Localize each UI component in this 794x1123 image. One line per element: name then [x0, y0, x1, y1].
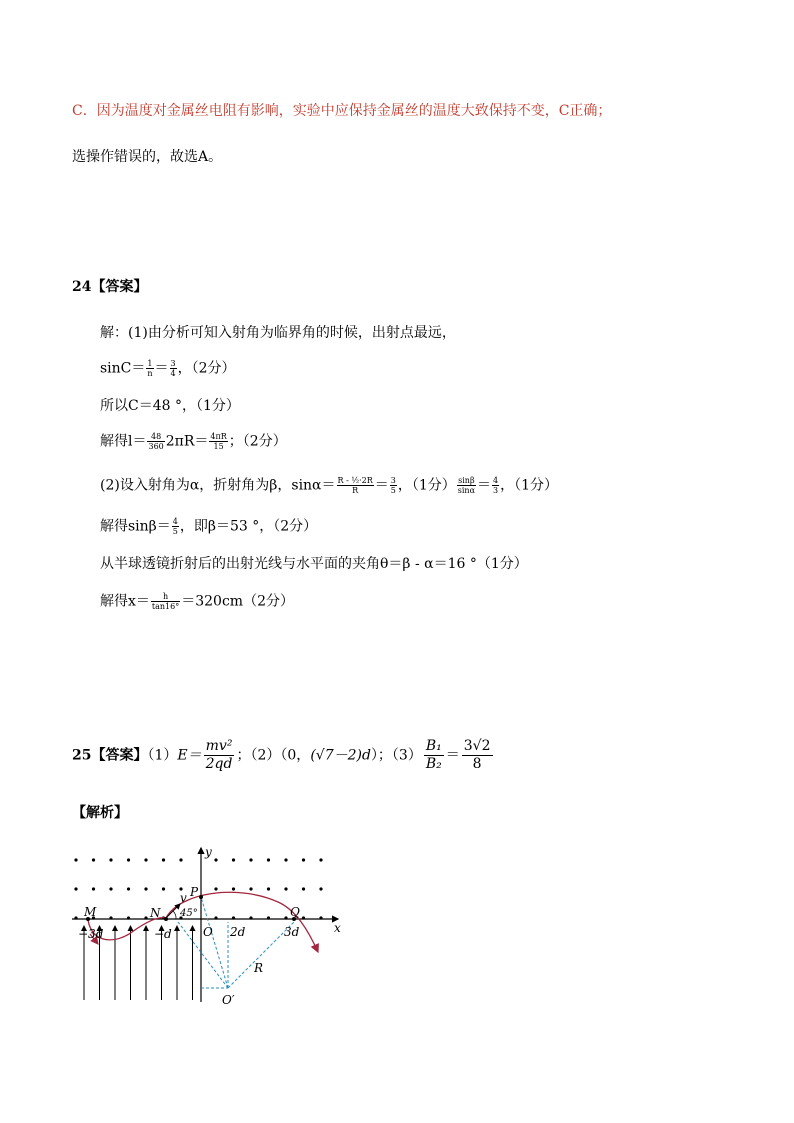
field-dot	[127, 887, 130, 890]
field-dot	[144, 887, 147, 890]
angle-arc	[173, 911, 176, 919]
field-dot	[267, 887, 270, 890]
q24-line5: (2)设入射角为α，折射角为β，sinα＝ $\frac{\text{R - ½·2R}}{R}$ ＝ $\frac{3}{5}$ ，（1分） $\frac{\sin\beta}{\sin\alpha}$ ＝ $\frac{4}{3}$ ，（1分）	[100, 476, 558, 495]
field-dot	[249, 887, 252, 890]
field-dot	[162, 887, 165, 890]
field-dot	[144, 858, 147, 861]
field-dot	[284, 887, 287, 890]
label-x: x	[334, 921, 341, 935]
label-Q: Q	[290, 905, 300, 919]
q24-line2: sinC＝ $\frac{1}{n}$ ＝ $\frac{3}{4}$ ，（2分）	[100, 359, 236, 378]
label-Oprime: O′	[222, 993, 235, 1007]
field-dot	[302, 887, 305, 890]
point-P	[199, 895, 203, 899]
q24-line8: 解得x＝ $\frac{h}{\tan 16^\circ}$ ＝320cm（2分）	[100, 592, 294, 611]
magnetic-field-dots	[74, 858, 322, 919]
field-dot	[109, 887, 112, 890]
field-dot	[232, 887, 235, 890]
conclusion-text: 选操作错误的，故选A。	[72, 149, 223, 165]
field-dot	[74, 858, 77, 861]
label-O: O	[203, 925, 213, 939]
field-dot	[214, 887, 217, 890]
field-dot	[249, 858, 252, 861]
analysis-heading: 【解析】	[72, 805, 128, 821]
field-dot	[232, 858, 235, 861]
q24-line6: 解得sinβ＝ $\frac{4}{5}$ ，即β＝53 °，（2分）	[100, 517, 318, 536]
field-dot	[74, 887, 77, 890]
field-dot	[267, 858, 270, 861]
label-angle: 45°	[180, 908, 198, 919]
field-diagram	[68, 842, 350, 1014]
option-c-text: C．因为温度对金属丝电阻有影响，实验中应保持金属丝的温度大致保持不变，C正确；	[72, 103, 612, 119]
particle-trajectory	[88, 892, 318, 952]
q24-line1: 解：(1)由分析可知入射角为临界角的时候，出射点最远，	[100, 325, 456, 341]
label-M: M	[84, 905, 97, 919]
label-N: N	[150, 906, 161, 920]
label-R: R	[254, 961, 264, 975]
label-neg3d: −3d	[78, 927, 104, 941]
label-v: v	[180, 891, 187, 905]
field-dot	[319, 887, 322, 890]
q25-answer: 25【答案】（1）E＝ $\frac{\text{mv²}}{2qd}$ ；（2）（0，(√7－2)d）；（3） $\frac{\text{B₁}}{\text{B₂}}$ ＝ $\frac{3√2}{8}$	[72, 738, 491, 772]
label-2d: 2d	[230, 925, 246, 939]
label-y: y	[205, 845, 212, 859]
field-dot	[92, 858, 95, 861]
q24-heading: 24【答案】	[72, 279, 148, 295]
point-N	[164, 917, 168, 921]
field-dot	[284, 858, 287, 861]
field-dot	[162, 858, 165, 861]
field-dot	[92, 887, 95, 890]
field-dot	[302, 858, 305, 861]
field-dot	[109, 858, 112, 861]
label-negd: −d	[154, 927, 172, 941]
field-dot	[179, 858, 182, 861]
q24-line3: 所以C＝48 °，（1分）	[100, 398, 240, 414]
q24-line4: 解得l＝ $\frac{48}{360}$ 2πR＝ $\frac{4\pi R}{15}$ ；（2分）	[100, 432, 287, 451]
q25-heading: 25【答案】	[72, 747, 148, 764]
field-dot	[319, 858, 322, 861]
q24-line7: 从半球透镜折射后的出射光线与水平面的夹角θ＝β - α＝16 °（1分）	[100, 556, 528, 572]
label-P: P	[190, 885, 199, 899]
field-dot	[214, 858, 217, 861]
label-3d: 3d	[284, 925, 300, 939]
field-dot	[127, 858, 130, 861]
